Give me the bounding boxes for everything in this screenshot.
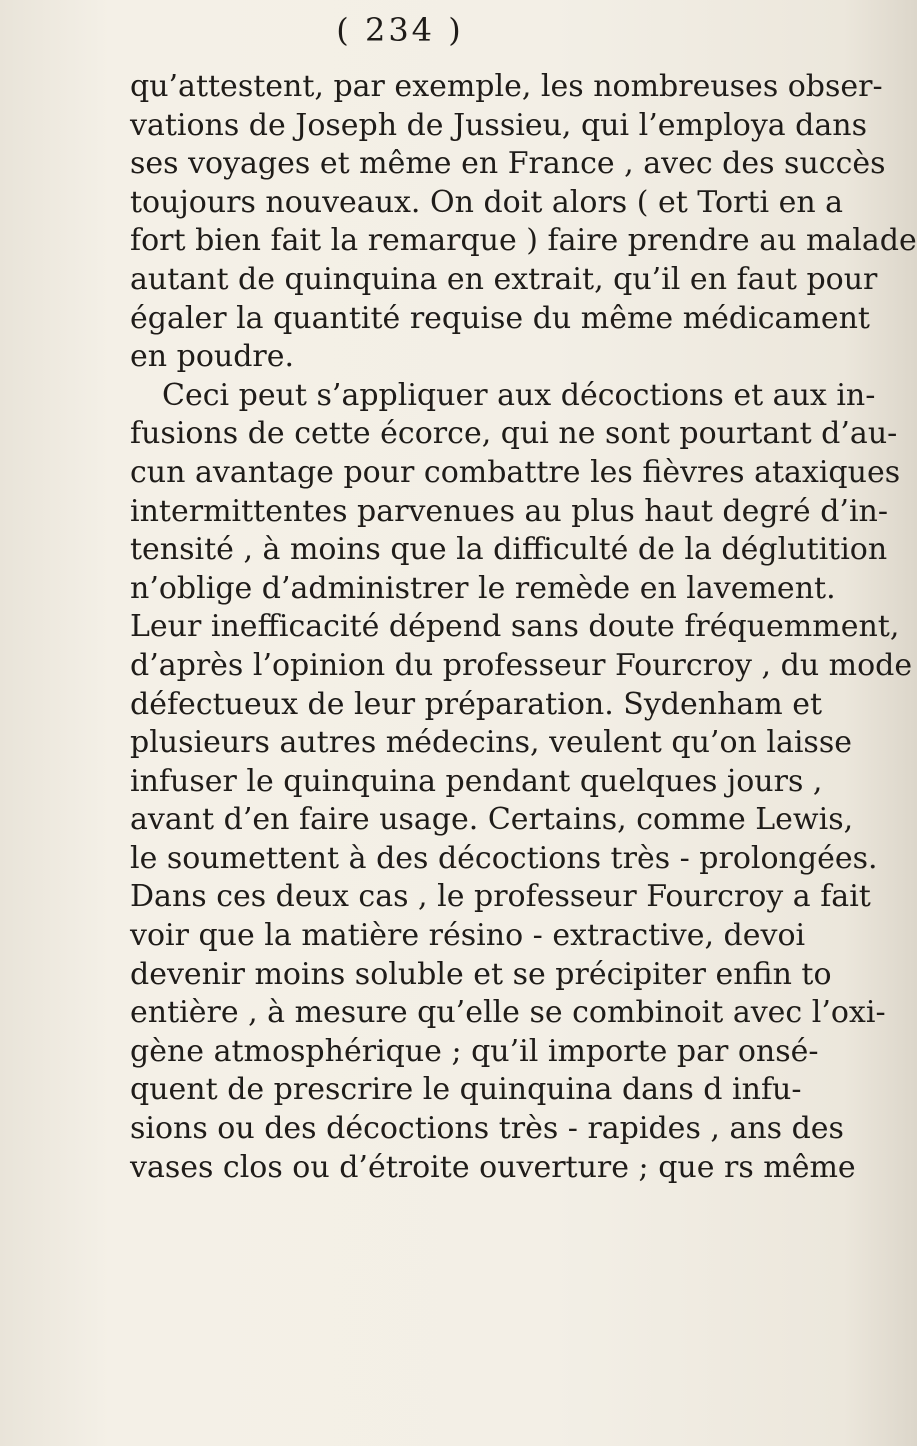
text-line: devenir moins soluble et se précipiter enfin to: [130, 956, 832, 992]
text-line: infuser le quinquina pendant quelques jours ,: [130, 763, 823, 799]
text-line: qu’attestent, par exemple, les nombreuses obser-: [130, 69, 883, 104]
page-number: ( 234 ): [336, 11, 464, 49]
text-line: ses voyages et même en France , avec des succès: [130, 146, 886, 182]
text-line: Dans ces deux cas , le professeur Fourcroy a fait: [130, 879, 871, 915]
text-line: le soumettent à des décoctions très - prolongées.: [130, 840, 878, 876]
text-line: gène atmosphérique ; qu’il importe par onsé-: [130, 1033, 819, 1069]
paragraph-start-line: Ceci peut s’appliquer aux décoctions et aux in-: [162, 377, 876, 413]
text-line: vases clos ou d’étroite ouverture ; que rs même: [130, 1149, 856, 1185]
text-line: égaler la quantité requise du même médicament: [130, 300, 870, 336]
text-line: toujours nouveaux. On doit alors ( et Torti en a: [130, 184, 844, 220]
text-line: défectueux de leur préparation. Sydenham et: [130, 686, 823, 722]
text-line: avant d’en faire usage. Certains, comme Lewis,: [130, 802, 854, 838]
text-line: d’après l’opinion du professeur Fourcroy , du mode: [130, 647, 913, 683]
text-line: cun avantage pour combattre les fièvres ataxiques: [130, 454, 901, 490]
text-line: intermittentes parvenues au plus haut degré d’in-: [130, 493, 888, 529]
text-line: vations de Joseph de Jussieu, qui l’employa dans: [130, 107, 867, 143]
text-line: plusieurs autres médecins, veulent qu’on laisse: [130, 725, 852, 761]
text-line: quent de prescrire le quinquina dans d infu-: [130, 1072, 802, 1108]
text-line: n’oblige d’administrer le remède en lavement.: [130, 570, 836, 606]
body-text: [130, 68, 917, 1187]
text-line: tensité , à moins que la difficulté de la déglutition: [130, 532, 888, 568]
text-line: entière , à mesure qu’elle se combinoit avec l’oxi-: [130, 995, 886, 1031]
text-line: autant de quinquina en extrait, qu’il en faut pour: [130, 261, 878, 297]
text-line: sions ou des décoctions très - rapides , ans des: [130, 1111, 844, 1147]
text-line: fort bien fait la remarque ) faire prendre au malade: [130, 223, 917, 259]
text-line: en poudre.: [130, 339, 295, 375]
text-line: fusions de cette écorce, qui ne sont pourtant d’au-: [130, 416, 898, 452]
text-line: Leur inefficacité dépend sans doute fréquemment,: [130, 609, 900, 645]
text-line: voir que la matière résino - extractive, devoi: [130, 918, 806, 954]
